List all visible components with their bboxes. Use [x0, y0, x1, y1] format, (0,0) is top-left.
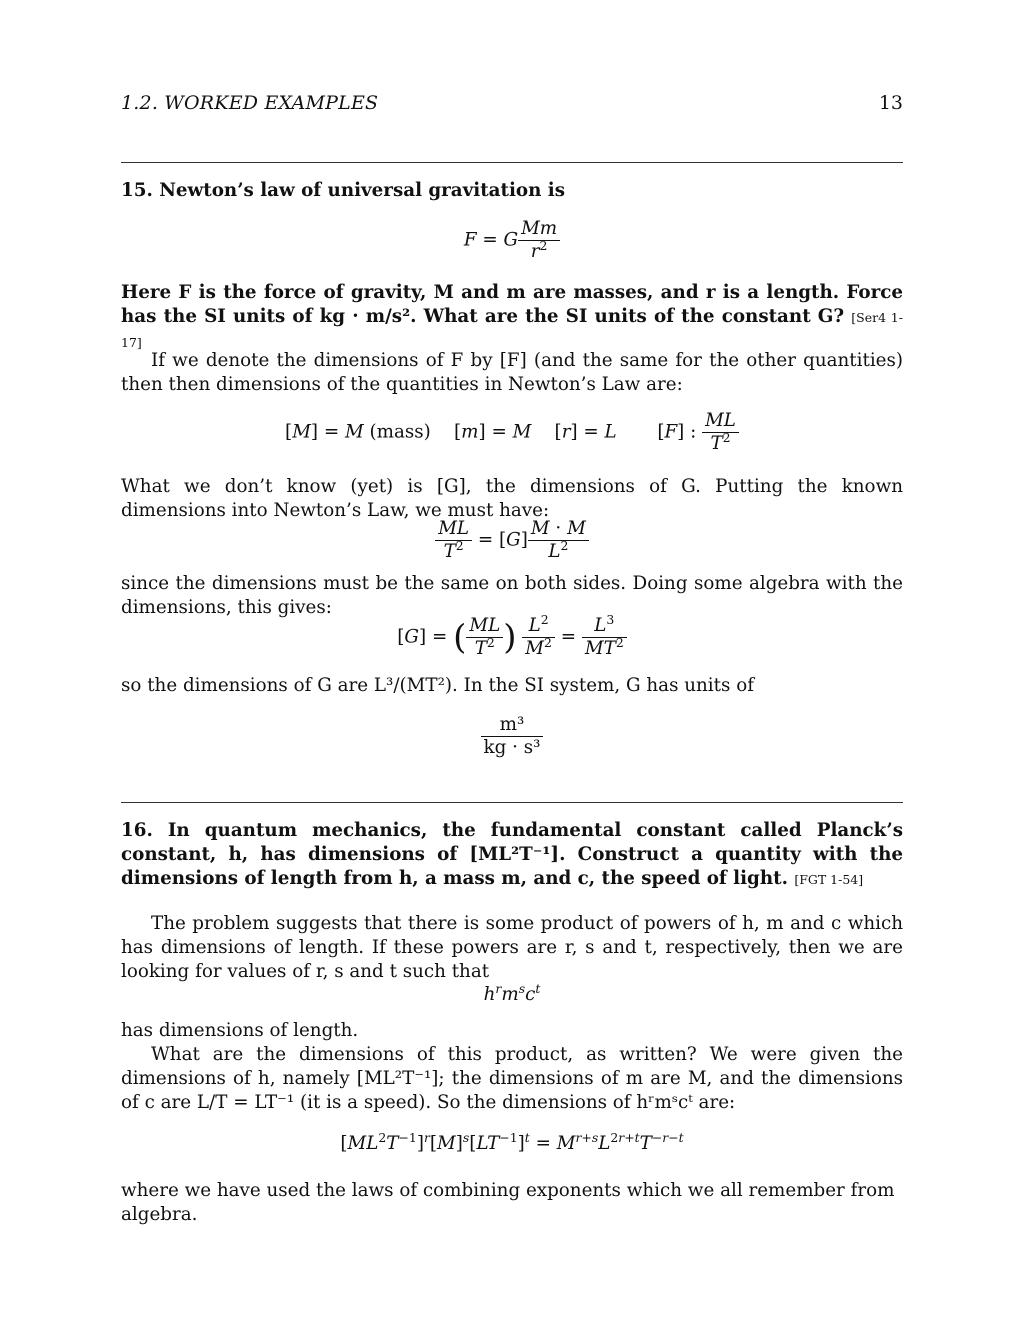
problem-15-reference: [Ser4 1-17]: [121, 310, 903, 350]
section-title: 1.2. WORKED EXAMPLES: [121, 92, 379, 114]
problem-15-heading: [121, 179, 903, 203]
problem-16-paragraph-1: The problem suggests that there is some product of powers of h, m and c which has dimensions of length. If these powers are r, s and t, respectively, then we are looking for values of r, s and t such that: [121, 913, 903, 982]
problem-15-question-text: Here F is the force of gravity, M and m are masses, and r is a length. Force has the SI units of kg · m/s². What are the SI units of the constant G?: [121, 282, 903, 327]
problem-15-question: [121, 281, 903, 355]
problem-16-question-text: In quantum mechanics, the fundamental constant called Planck’s constant, h, has dimensions of [ML²T⁻¹]. Construct a quantity with the dimensions of length from h, a mass m, and c, the speed of light.: [121, 820, 903, 889]
section-divider-middle: [121, 802, 903, 803]
problem-16-number: 16.: [121, 820, 153, 841]
problem-15-paragraph-2: What we don’t know (yet) is [G], the dimensions of G. Putting the known dimensions into Newton’s Law, we must have:: [121, 476, 903, 521]
problem-15-intro: Newton’s law of universal gravitation is: [159, 180, 565, 201]
problem-15-paragraph-3: since the dimensions must be the same on both sides. Doing some algebra with the dimensions, this gives:: [121, 573, 903, 618]
equation-dimension-balance: $\frac{ML}{T^2}$ = [G] $\frac{M \cdot M}{L^2}$: [121, 518, 903, 563]
problem-16-paragraph-3: What are the dimensions of this product, as written? We were given the dimensions of h, namely [ML²T⁻¹]; the dimensions of m are M, and the dimensions of c are L/T = LT⁻¹ (it is a speed). So the dimensions of hʳmˢcᵗ are:: [121, 1044, 903, 1113]
equation-g-dimensions: [G] = ( $\frac{ML}{T^2}$ ) $\frac{L^2}{M^2}$ = $\frac{L^3}{MT^2}$: [121, 615, 903, 660]
page-number: 13: [878, 92, 903, 114]
problem-16-paragraph-2: has dimensions of length.: [121, 1020, 359, 1041]
problem-16-paragraph-4: where we have used the laws of combining exponents which we all remember from algebra.: [121, 1180, 895, 1225]
units-numerator: m³: [481, 714, 544, 737]
equation-g-units: [121, 714, 903, 759]
equation-dimensions-list: [M] = M (mass) [m] = M [r] = L [F] : $\frac{ML}{T^2}$: [121, 410, 903, 455]
section-divider-top: [121, 162, 903, 163]
running-header: [121, 92, 903, 116]
equation-newton-law: F = G $\frac{Mm}{r^2}$: [121, 218, 903, 263]
problem-15-paragraph-1: If we denote the dimensions of F by [F] (and the same for the other quantities) then then dimensions of the quantities in Newton’s Law are:: [121, 350, 903, 395]
problem-16-reference: [FGT 1-54]: [794, 872, 864, 887]
equation-combined-exponents: $[ML^2T^{-1}]^r[M]^s[LT^{-1}]^t = M^{r+s}L^{2r+t}T^{-r-t}$: [340, 1130, 684, 1154]
units-denominator: kg · s³: [483, 737, 541, 758]
equation-product-powers: $h^rm^sc^t$: [483, 981, 541, 1005]
problem-15-paragraph-4: so the dimensions of G are L³/(MT²). In the SI system, G has units of: [121, 675, 754, 696]
problem-15-number: 15.: [121, 180, 153, 201]
problem-16-question: [121, 819, 903, 892]
